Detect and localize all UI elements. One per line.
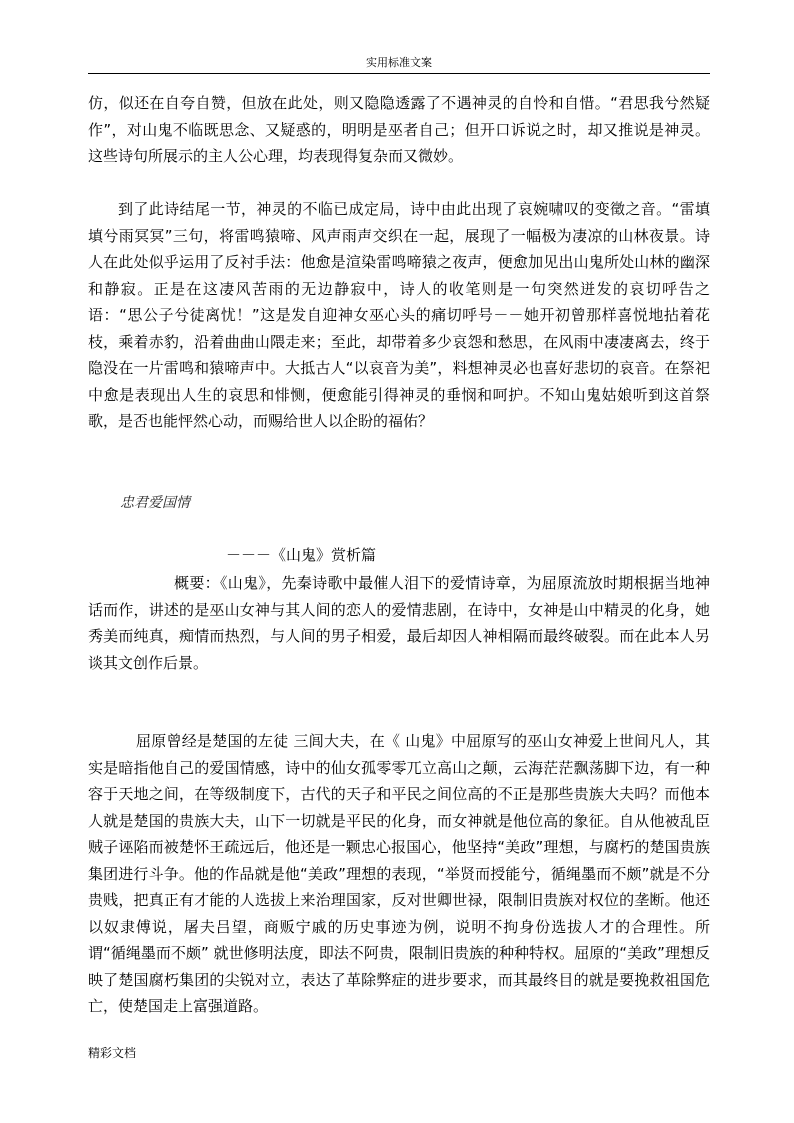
paragraph-ending-analysis: 到了此诗结尾一节，神灵的不临已成定局，诗中由此出现了哀婉啸叹的变徵之音。“雷填填兮雨冥冥”三句，将雷鸣猿啼、风声雨声交织在一起，展现了一幅极为凄凉的山林夜景。诗人在此处似乎运用了反衬手法：他愈是渲染雷鸣啼猿之夜声，便愈加见出山鬼所处山林的幽深和静寂。正是在这凄风苦雨的无边静寂中，诗人的收笔则是一句突然迸发的哀切呼告之语：“思公子兮徒离忧！”这是发自迎神女巫心头的痛切呼号－－她开初曾那样喜悦地拈着花枝，乘着赤豹，沿着曲曲山隈走来；至此，却带着多少哀怨和愁思，在风雨中凄凄离去，终于隐没在一片雷鸣和猿啼声中。大抵古人“以哀音为美”，料想神灵必也喜好悲切的哀音。在祭祀中愈是表现出人生的哀思和悱恻，便愈能引得神灵的垂悯和呵护。不知山鬼姑娘听到这首祭歌，是否也能怦然心动，而赐给世人以企盼的福佑？	[88, 200, 710, 430]
page-footer: 精彩文档	[88, 1046, 137, 1060]
header-divider	[88, 73, 710, 74]
paragraph-background: 屈原曾经是楚国的左徒 三闾大夫，在《 山鬼》中屈原写的巫山女神爱上世间凡人，其实是暗指他自己的爱国情感，诗中的仙女孤零零兀立高山之颠，云海茫茫飘荡脚下边，有一种容于天地之间，在等级制度下，古代的天子和平民之间位高的不正是那些贵族大夫吗？而他本人就是楚国的贵族大夫，山下一切就是平民的化身，而女神就是他位高的象征。自从他被乱臣贼子诬陷而被楚怀王疏远后，他还是一颗忠心报国心，他坚持“美政”理想，与腐朽的楚国贵族集团进行斗争。他的作品就是他“美政”理想的表现，“举贤而授能兮，循绳墨而不颇”就是不分贵贱，把真正有才能的人选拔上来治理国家，反对世卿世禄，限制旧贵族对权位的垄断。他还以奴隶傅说，屠夫吕望，商贩宁戚的历史事迹为例，说明不拘身份选拔人才的合理性。所谓“循绳墨而不颇” 就世修明法度，即法不阿贵，限制旧贵族的种种特权。屈原的“美政”理想反映了楚国腐朽集团的尖锐对立，表达了革除弊症的进步要求，而其最终目的就是要挽救祖国危亡，使楚国走上富强道路。	[88, 732, 710, 1015]
article-subtitle: －－－《山鬼》赏析篇	[226, 546, 377, 564]
section-title: 忠君爱国情	[120, 495, 190, 511]
page-header: 实用标准文案	[366, 56, 432, 69]
paragraph-summary: 概要：《山鬼》，先秦诗歌中最催人泪下的爱情诗章，为屈原流放时期根据当地神话而作，讲述的是巫山女神与其人间的恋人的爱情悲剧，在诗中，女神是山中精灵的化身，她秀美而纯真，痴情而热烈，与人间的男子相爱，最后却因人神相隔而最终破裂。而在此本人另谈其文创作后景。	[88, 574, 710, 672]
paragraph-continuation: 仿，似还在自夸自赞，但放在此处，则又隐隐透露了不遇神灵的自怜和自惜。“君思我兮然疑作”，对山鬼不临既思念、又疑惑的，明明是巫者自己；但开口诉说之时，却又推说是神灵。这些诗句所展示的主人公心理，均表现得复杂而又微妙。	[88, 94, 710, 165]
